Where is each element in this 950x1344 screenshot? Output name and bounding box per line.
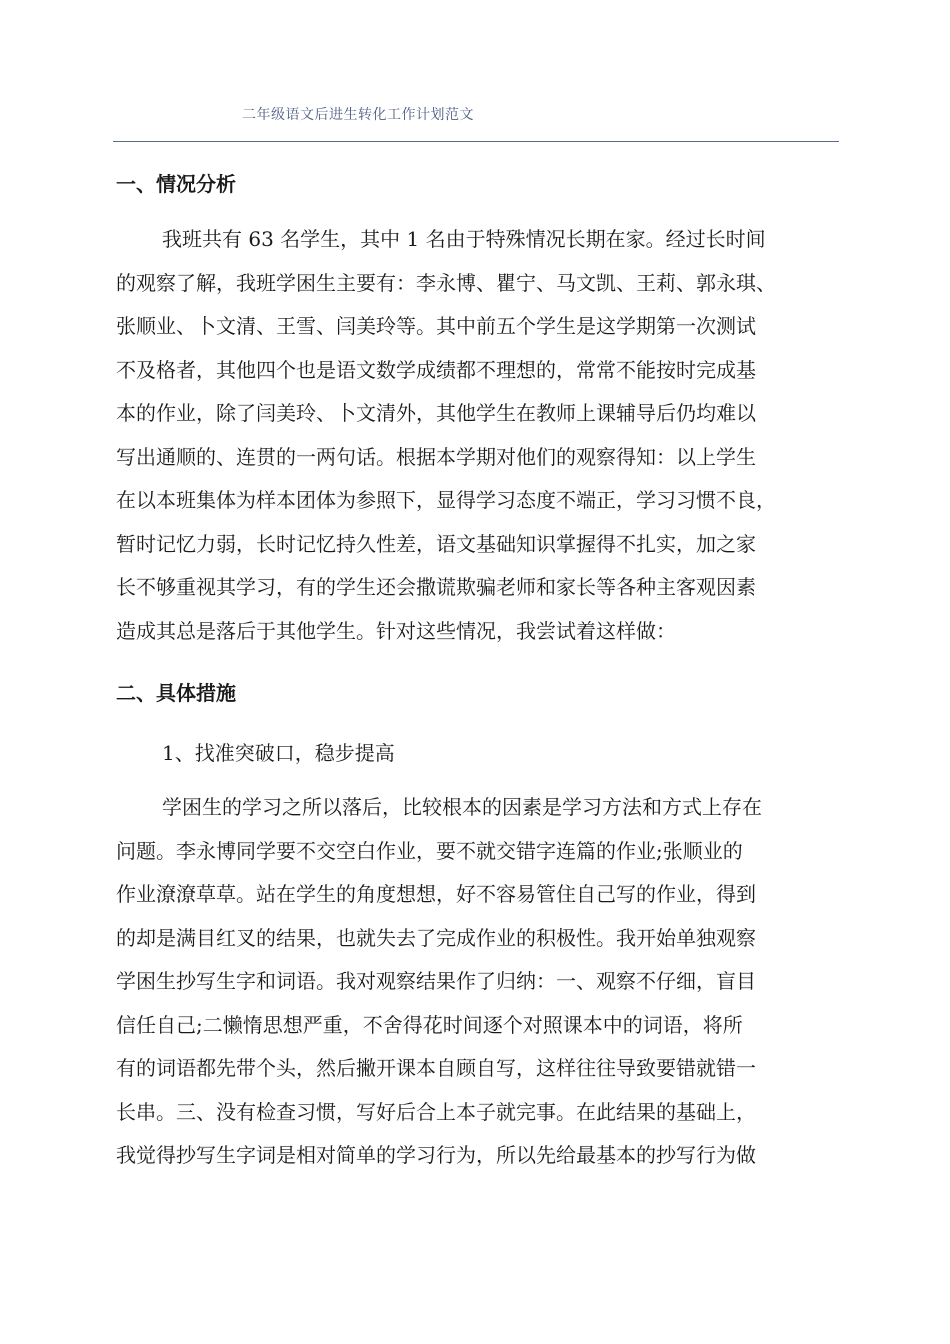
paragraph-line: 长串。三、没有检查习惯，写好后合上本子就完事。在此结果的基础上， [116,1099,756,1124]
paragraph-line: 信任自己;二懒惰思想严重，不舍得花时间逐个对照课本中的词语，将所 [116,1012,743,1037]
paragraph-line: 长不够重视其学习，有的学生还会撒谎欺骗老师和家长等各种主客观因素 [116,575,756,599]
subheading-find-breakthrough: 1、找准突破口，稳步提高 [162,741,395,765]
paragraph-line: 作业潦潦草草。站在学生的角度想想，好不容易管住自己写的作业，得到 [116,882,756,906]
paragraph-line: 在以本班集体为样本团体为参照下，显得学习态度不端正，学习习惯不良， [116,488,776,512]
header-divider [113,141,839,142]
paragraph-line: 有的词语都先带个头，然后撇开课本自顾自写，这样往往导致要错就错一 [116,1056,756,1080]
paragraph-line: 张顺业、卜文清、王雪、闫美玲等。其中前五个学生是这学期第一次测试 [116,314,756,338]
section-heading-specific-measures: 二、具体措施 [116,681,236,705]
paragraph-line: 本的作业，除了闫美玲、卜文清外，其他学生在教师上课辅导后仍均难以 [116,401,756,425]
section-heading-situation-analysis: 一、情况分析 [116,172,236,196]
paragraph-line: 的观察了解，我班学困生主要有：李永博、瞿宁、马文凯、王莉、郭永琪、 [116,270,776,295]
paragraph-line: 学困生的学习之所以落后，比较根本的因素是学习方法和方式上存在 [162,795,762,819]
paragraph-situation-analysis [116,218,838,653]
paragraph-line: 学困生抄写生字和词语。我对观察结果作了归纳：一、观察不仔细，盲目 [116,969,756,993]
paragraph-line: 我班共有 63 名学生，其中 1 名由于特殊情况长期在家。经过长时间 [162,227,766,251]
paragraph-line: 不及格者，其他四个也是语文数学成绩都不理想的，常常不能按时完成基 [116,357,756,382]
paragraph-specific-measures [116,786,838,1178]
paragraph-line: 问题。李永博同学要不交空白作业，要不就交错字连篇的作业;张顺业的 [116,838,743,863]
paragraph-line: 造成其总是落后于其他学生。针对这些情况，我尝试着这样做： [116,618,676,643]
paragraph-line: 写出通顺的、连贯的一两句话。根据本学期对他们的观察得知：以上学生 [116,444,756,469]
paragraph-line: 我觉得抄写生字词是相对简单的学习行为，所以先给最基本的抄写行为做 [116,1143,756,1167]
paragraph-line: 的却是满目红叉的结果，也就失去了完成作业的积极性。我开始单独观察 [116,925,756,950]
running-header: 二年级语文后进生转化工作计划范文 [242,107,474,123]
paragraph-line: 暂时记忆力弱，长时记忆持久性差，语文基础知识掌握得不扎实，加之家 [116,531,756,556]
